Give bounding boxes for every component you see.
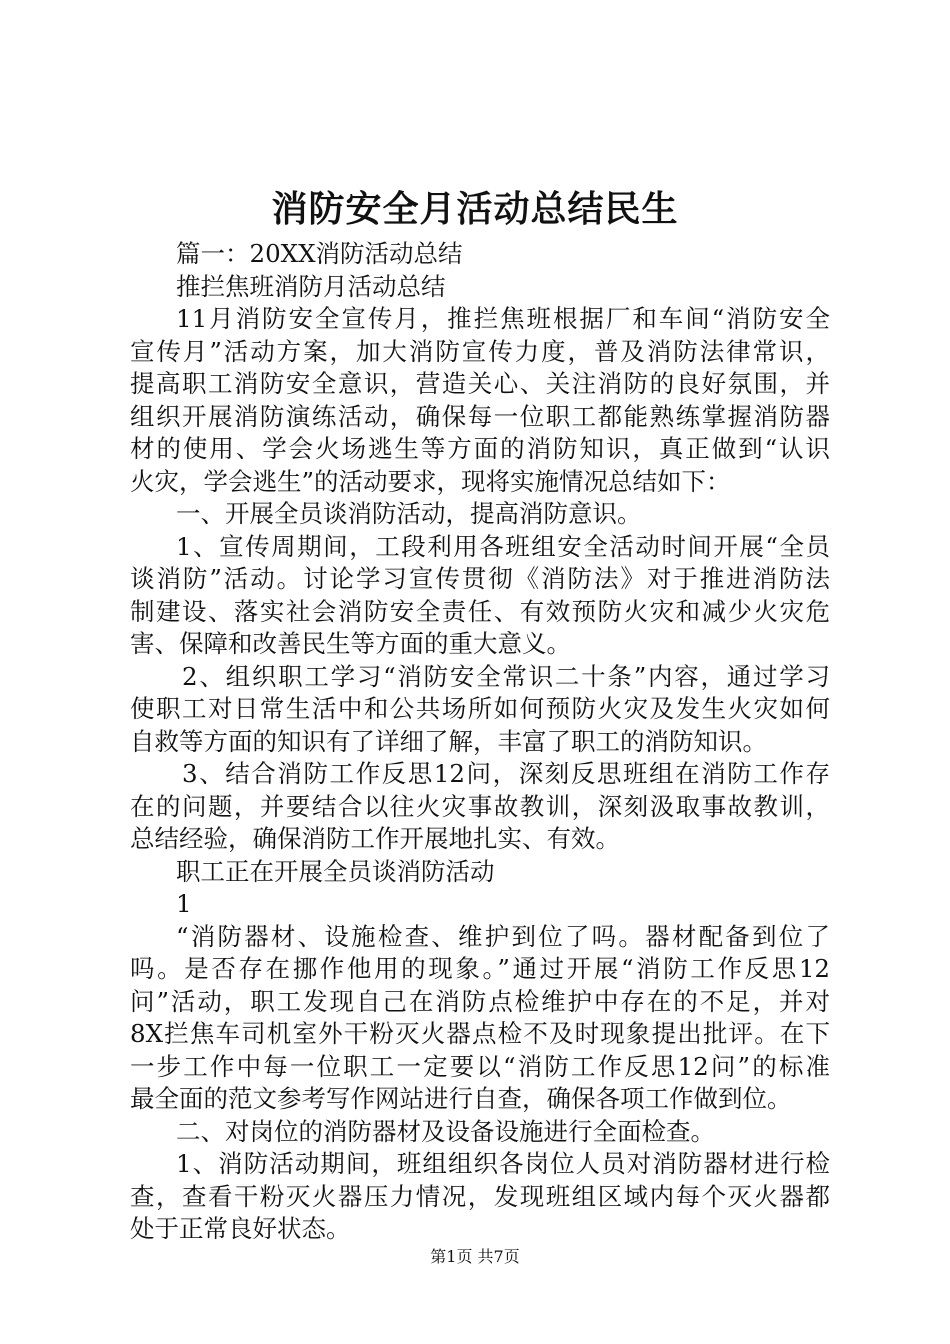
paragraph-line: 谈消防”活动。讨论学习宣传贯彻《消防法》对于推进消防法 [130, 564, 830, 593]
paragraph-line: 3、结合消防工作反思12问，深刻反思班组在消防工作存 [182, 759, 830, 788]
paragraph-line: 火灾，学会逃生”的活动要求，现将实施情况总结如下： [130, 466, 731, 496]
paragraph-line: 材的使用、学会火场逃生等方面的消防知识，真正做到“认识 [130, 434, 830, 463]
paragraph-line: 提高职工消防安全意识，营造关心、关注消防的良好氛围，并 [130, 369, 830, 398]
paragraph-line: 1、消防活动期间，班组组织各岗位人员对消防器材进行检 [176, 1149, 830, 1178]
paragraph-line: 害、保障和改善民生等方面的重大意义。 [130, 629, 571, 658]
paragraph-line: 组织开展消防演练活动，确保每一位职工都能熟练掌握消防器 [130, 401, 830, 431]
paragraph-line: 自救等方面的知识有了详细了解，丰富了职工的消防知识。 [130, 726, 767, 756]
image-number: 1 [176, 889, 192, 918]
paragraph-line: 8X拦焦车司机室外干粉灭火器点检不及时现象提出批评。在下 [130, 1019, 830, 1048]
page-footer: 第1页 共7页 [430, 1247, 520, 1266]
image-caption: 职工正在开展全员谈消防活动 [176, 856, 495, 886]
document-title: 消防安全月活动总结民生 [271, 188, 679, 230]
paragraph-line: “消防器材、设施检查、维护到位了吗。器材配备到位了 [176, 921, 830, 951]
paragraph-line: 使职工对日常生活中和公共场所如何预防火灾及发生火灾如何 [130, 694, 830, 723]
paragraph-line: 总结经验，确保消防工作开展地扎实、有效。 [130, 824, 620, 853]
paragraph-line: 11月消防安全宣传月，推拦焦班根据厂和车间“消防安全 [176, 304, 830, 333]
paragraph-line: 一步工作中每一位职工一定要以“消防工作反思12问”的标准 [130, 1051, 830, 1081]
paragraph-line: 宣传月”活动方案，加大消防宣传力度，普及消防法律常识， [130, 336, 830, 366]
paragraph-line: 2、组织职工学习“消防安全常识二十条”内容，通过学习 [182, 661, 830, 691]
paragraph-line: 吗。是否存在挪作他用的现象。”通过开展“消防工作反思12 [130, 954, 830, 983]
paragraph-line: 问”活动，职工发现自己在消防点检维护中存在的不足，并对 [130, 986, 830, 1016]
paragraph-line: 在的问题，并要结合以往火灾事故教训，深刻汲取事故教训， [130, 791, 830, 821]
document-body [130, 238, 830, 1246]
section-heading: 二、对岗位的消防器材及设备设施进行全面检查。 [176, 1116, 715, 1146]
paragraph-line: 1、宣传周期间，工段利用各班组安全活动时间开展“全员 [176, 531, 830, 561]
paragraph-line: 推拦焦班消防月活动总结 [176, 271, 446, 301]
paragraph-line: 制建设、落实社会消防安全责任、有效预防火灾和减少火灾危 [130, 596, 830, 626]
paragraph-line: 篇一：20XX消防活动总结 [176, 239, 463, 268]
paragraph-line: 处于正常良好状态。 [130, 1214, 351, 1243]
paragraph-line: 查，查看干粉灭火器压力情况，发现班组区域内每个灭火器都 [130, 1181, 830, 1211]
section-heading: 一、开展全员谈消防活动，提高消防意识。 [176, 499, 642, 528]
paragraph-line: 最全面的范文参考写作网站进行自查，确保各项工作做到位。 [130, 1084, 792, 1113]
